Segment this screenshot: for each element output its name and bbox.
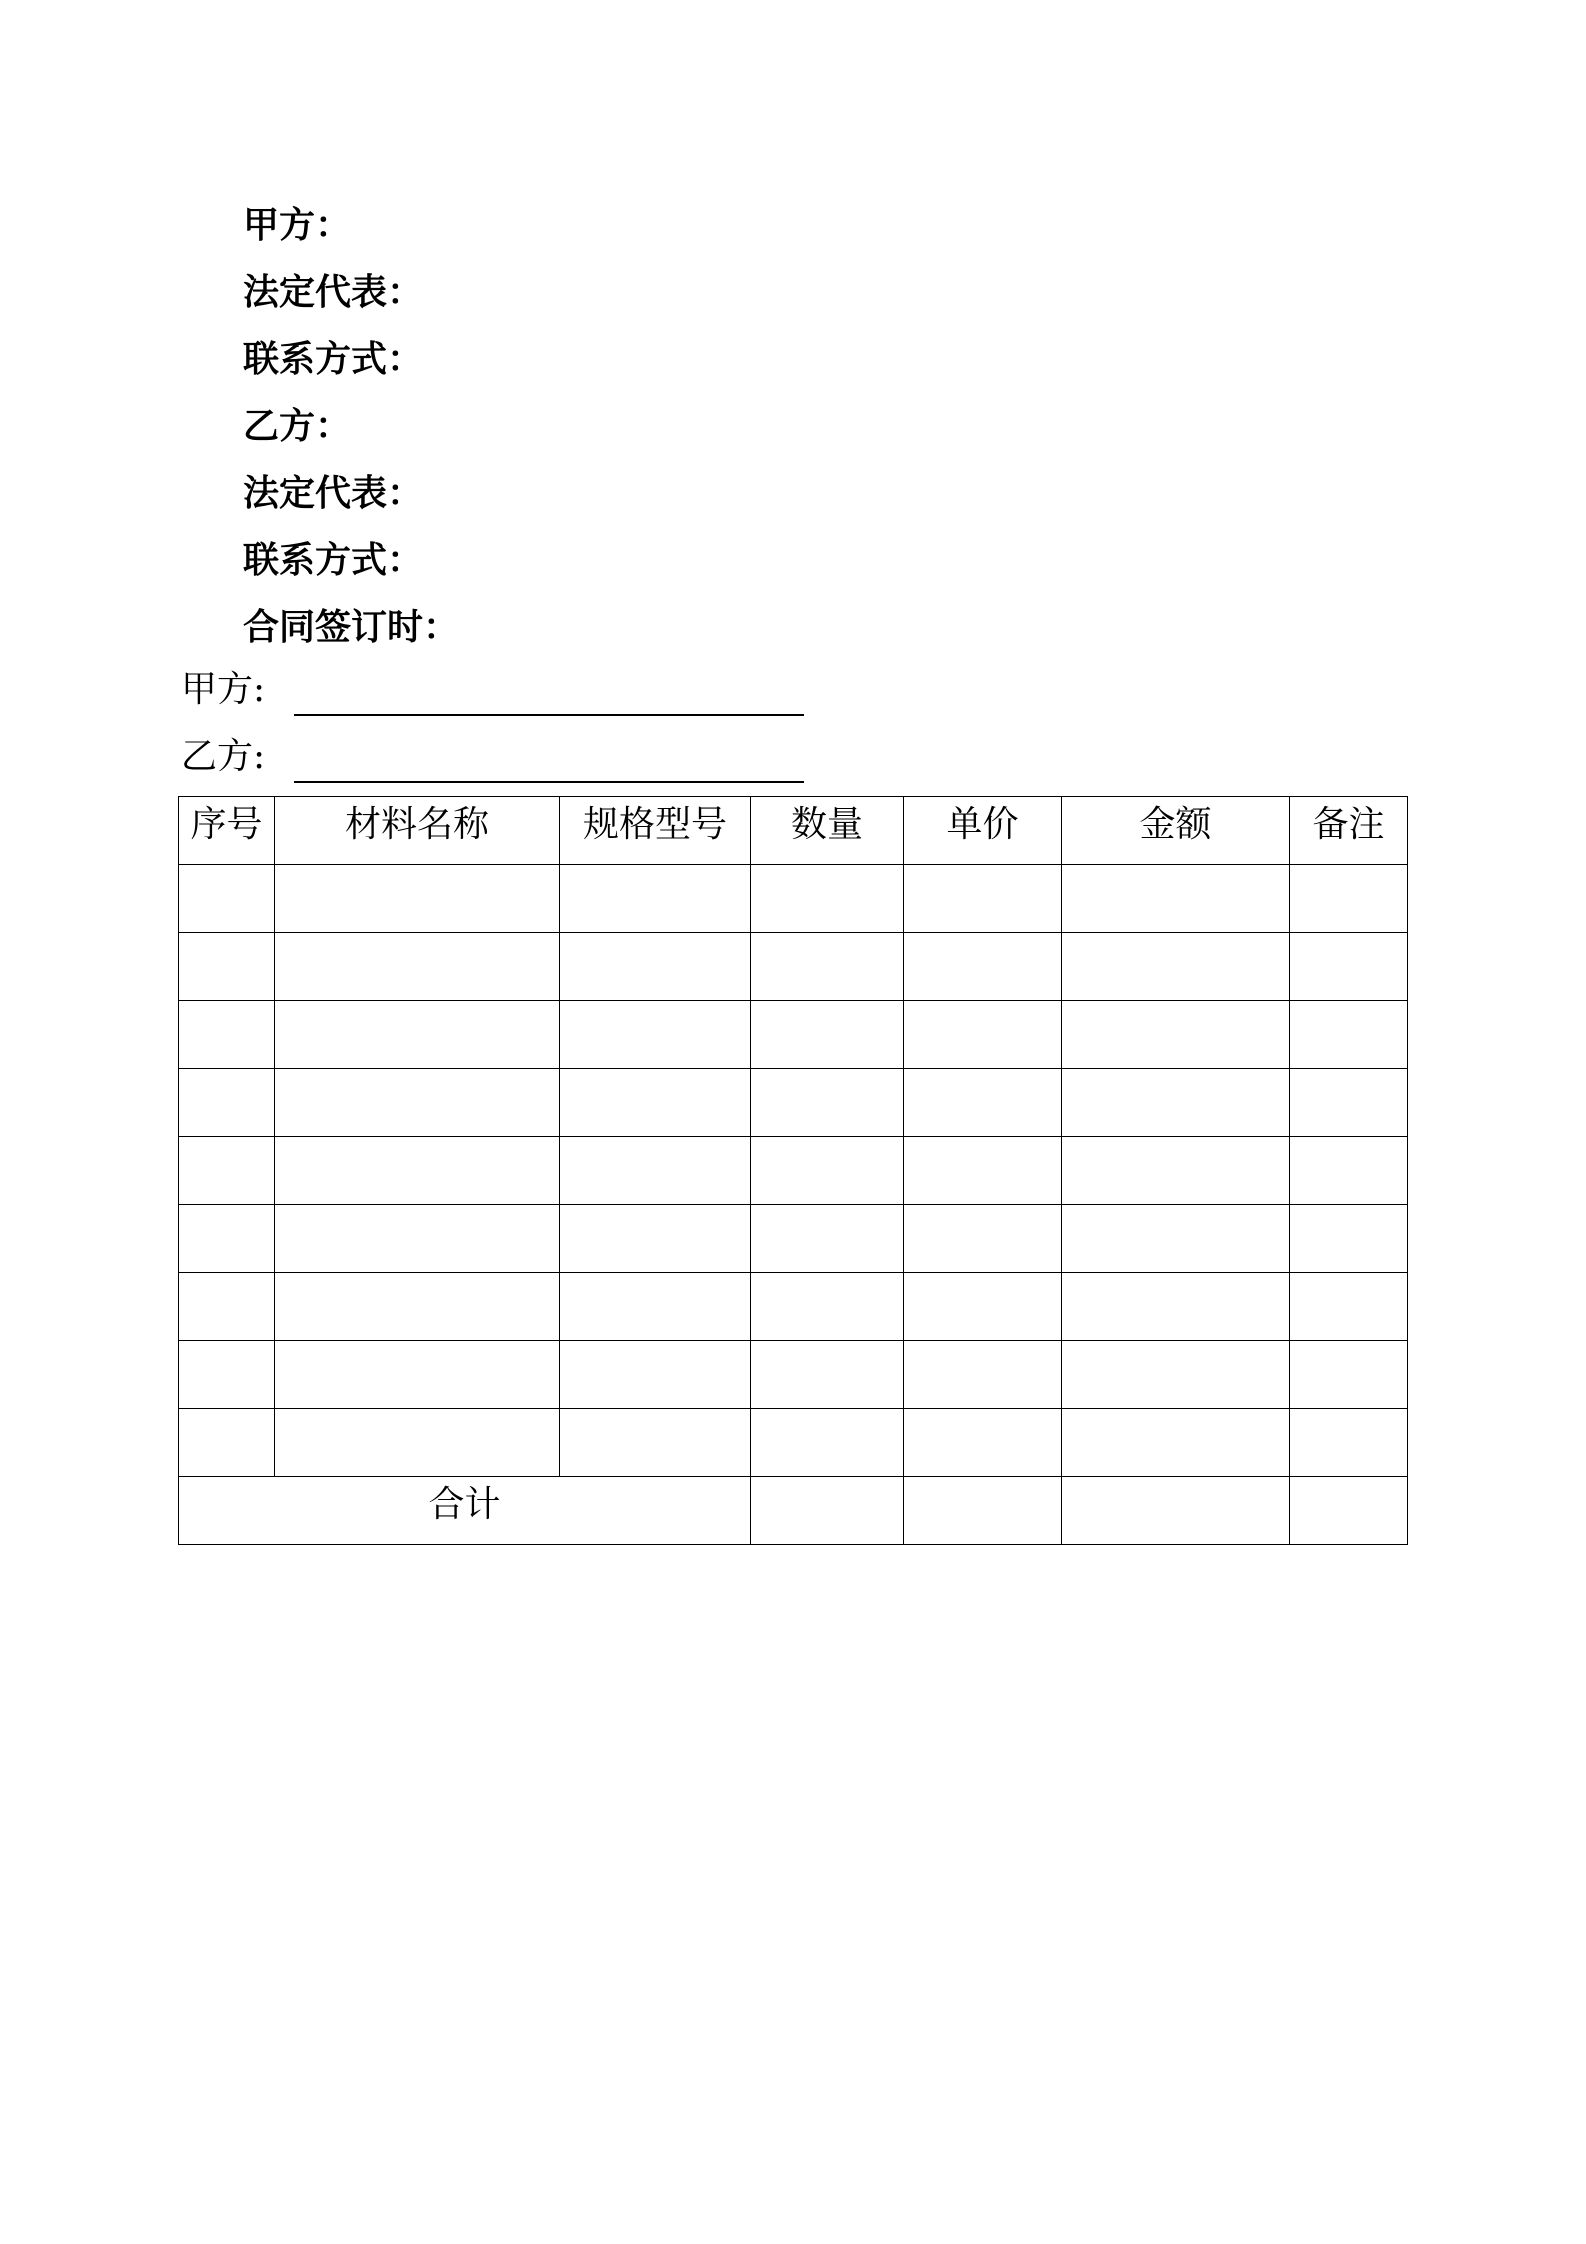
signature-party-a-line[interactable] (294, 714, 804, 716)
header-cell-spec-model: 规格型号 (560, 797, 751, 865)
total-cell-unit-price[interactable] (904, 1477, 1062, 1545)
table-cell-remarks[interactable] (1290, 1273, 1408, 1341)
table-cell-material-name[interactable] (275, 1069, 560, 1137)
table-row (179, 1205, 1408, 1273)
table-cell-spec-model[interactable] (560, 1205, 751, 1273)
table-cell-unit-price[interactable] (904, 933, 1062, 1001)
table-cell-unit-price[interactable] (904, 1069, 1062, 1137)
table-cell-spec-model[interactable] (560, 1069, 751, 1137)
contact-b-label: 联系方式： (243, 540, 424, 581)
table-cell-material-name[interactable] (275, 1137, 560, 1205)
table-cell-remarks[interactable] (1290, 1069, 1408, 1137)
table-cell-amount[interactable] (1062, 1137, 1290, 1205)
table-row (179, 1273, 1408, 1341)
table-row (179, 1001, 1408, 1069)
table-cell-serial[interactable] (179, 1409, 275, 1477)
table-cell-amount[interactable] (1062, 1409, 1290, 1477)
table-cell-remarks[interactable] (1290, 1409, 1408, 1477)
table-cell-serial[interactable] (179, 865, 275, 933)
table-cell-quantity[interactable] (751, 1205, 904, 1273)
table-cell-quantity[interactable] (751, 1341, 904, 1409)
table-row (179, 933, 1408, 1001)
table-cell-unit-price[interactable] (904, 1137, 1062, 1205)
table-cell-material-name[interactable] (275, 1273, 560, 1341)
contact-a-label: 联系方式： (243, 339, 424, 380)
table-row (179, 1069, 1408, 1137)
table-cell-quantity[interactable] (751, 1137, 904, 1205)
table-cell-amount[interactable] (1062, 1069, 1290, 1137)
table-header-row (179, 797, 1408, 865)
table-cell-remarks[interactable] (1290, 1137, 1408, 1205)
signature-party-b-label: 乙方: (181, 736, 266, 777)
table-cell-spec-model[interactable] (560, 1341, 751, 1409)
table-cell-material-name[interactable] (275, 1409, 560, 1477)
table-cell-serial[interactable] (179, 1001, 275, 1069)
table-cell-amount[interactable] (1062, 1273, 1290, 1341)
table-cell-quantity[interactable] (751, 1069, 904, 1137)
table-row (179, 865, 1408, 933)
table-row (179, 1341, 1408, 1409)
table-cell-spec-model[interactable] (560, 1137, 751, 1205)
table-cell-unit-price[interactable] (904, 1001, 1062, 1069)
header-cell-quantity: 数量 (751, 797, 904, 865)
legal-rep-b-label: 法定代表： (243, 473, 424, 514)
materials-table (178, 796, 1408, 1545)
table-cell-unit-price[interactable] (904, 1273, 1062, 1341)
table-cell-serial[interactable] (179, 1137, 275, 1205)
header-cell-remarks: 备注 (1290, 797, 1408, 865)
total-cell-amount[interactable] (1062, 1477, 1290, 1545)
table-cell-serial[interactable] (179, 1069, 275, 1137)
table-cell-amount[interactable] (1062, 1001, 1290, 1069)
total-cell-remarks[interactable] (1290, 1477, 1408, 1545)
total-label: 合计 (179, 1477, 751, 1545)
table-cell-quantity[interactable] (751, 1273, 904, 1341)
table-cell-unit-price[interactable] (904, 865, 1062, 933)
table-cell-remarks[interactable] (1290, 1205, 1408, 1273)
table-cell-material-name[interactable] (275, 1001, 560, 1069)
table-cell-material-name[interactable] (275, 865, 560, 933)
table-total-row (179, 1477, 1408, 1545)
header-cell-material-name: 材料名称 (275, 797, 560, 865)
table-cell-quantity[interactable] (751, 1409, 904, 1477)
table-row (179, 1137, 1408, 1205)
table-cell-serial[interactable] (179, 1341, 275, 1409)
legal-rep-a-label: 法定代表： (243, 272, 424, 313)
table-cell-remarks[interactable] (1290, 1001, 1408, 1069)
table-cell-spec-model[interactable] (560, 1001, 751, 1069)
header-cell-amount: 金额 (1062, 797, 1290, 865)
party-a-label: 甲方： (243, 205, 352, 246)
table-cell-quantity[interactable] (751, 865, 904, 933)
table-cell-spec-model[interactable] (560, 933, 751, 1001)
signature-party-a-label: 甲方: (181, 669, 266, 710)
sign-time-label: 合同签订时： (243, 607, 460, 648)
table-cell-remarks[interactable] (1290, 1341, 1408, 1409)
table-cell-quantity[interactable] (751, 933, 904, 1001)
table-cell-material-name[interactable] (275, 1205, 560, 1273)
table-row (179, 1409, 1408, 1477)
table-cell-unit-price[interactable] (904, 1409, 1062, 1477)
table-cell-serial[interactable] (179, 1205, 275, 1273)
table-cell-material-name[interactable] (275, 933, 560, 1001)
table-cell-material-name[interactable] (275, 1341, 560, 1409)
table-cell-remarks[interactable] (1290, 933, 1408, 1001)
table-cell-amount[interactable] (1062, 1341, 1290, 1409)
signature-party-b-line[interactable] (294, 781, 804, 783)
table-cell-serial[interactable] (179, 1273, 275, 1341)
table-cell-spec-model[interactable] (560, 865, 751, 933)
total-cell-quantity[interactable] (751, 1477, 904, 1545)
header-cell-serial: 序号 (179, 797, 275, 865)
table-cell-spec-model[interactable] (560, 1409, 751, 1477)
table-cell-amount[interactable] (1062, 865, 1290, 933)
table-cell-amount[interactable] (1062, 933, 1290, 1001)
table-body (179, 865, 1408, 1545)
table-cell-unit-price[interactable] (904, 1205, 1062, 1273)
table-cell-spec-model[interactable] (560, 1273, 751, 1341)
table-cell-unit-price[interactable] (904, 1341, 1062, 1409)
table-cell-remarks[interactable] (1290, 865, 1408, 933)
header-cell-unit-price: 单价 (904, 797, 1062, 865)
table-cell-serial[interactable] (179, 933, 275, 1001)
table-cell-amount[interactable] (1062, 1205, 1290, 1273)
table-cell-quantity[interactable] (751, 1001, 904, 1069)
party-b-label: 乙方： (243, 406, 352, 447)
